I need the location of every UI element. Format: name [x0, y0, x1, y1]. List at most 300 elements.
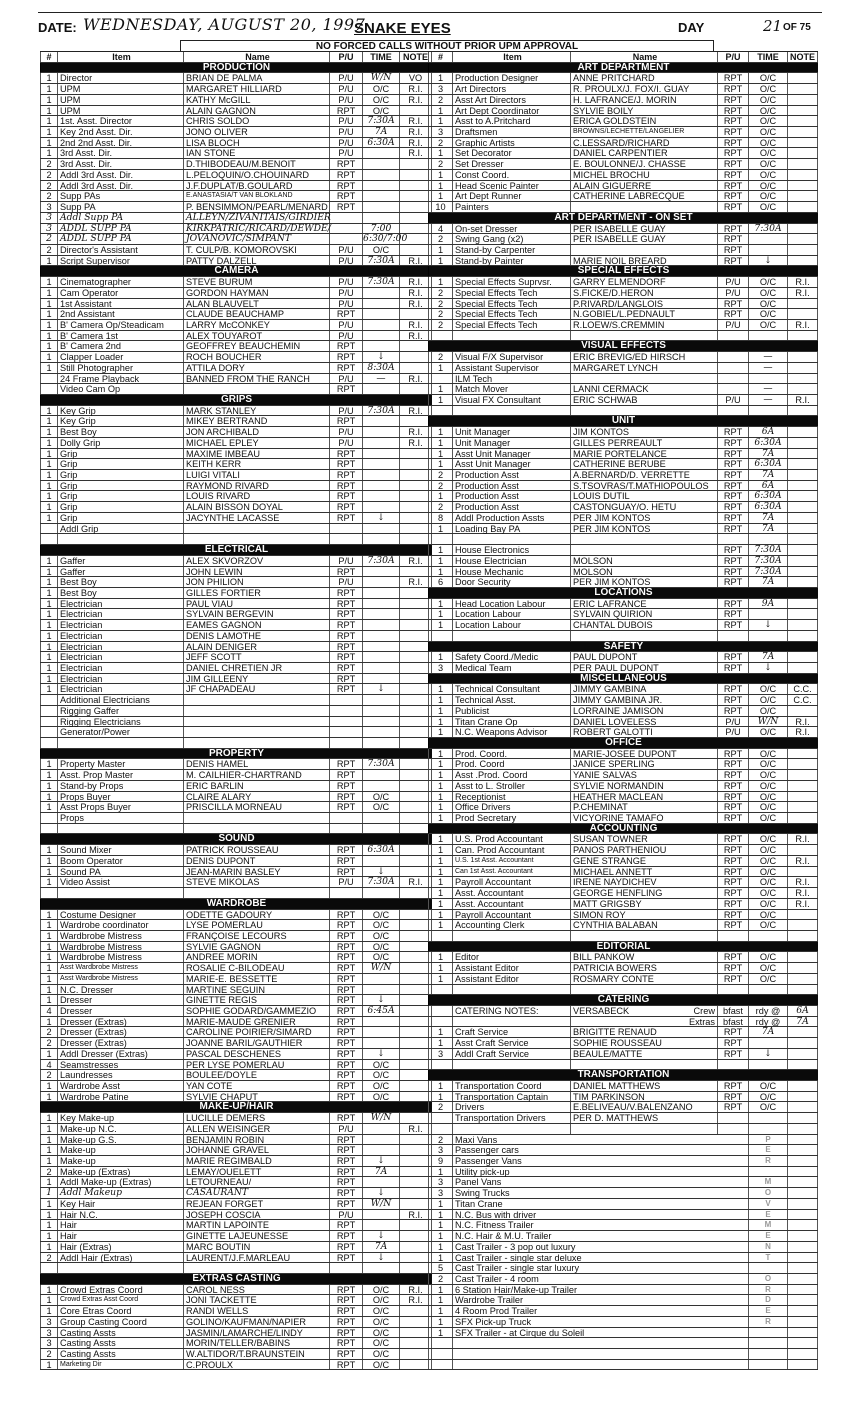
pickup-status: RPT — [330, 599, 363, 609]
crew-row — [40, 1220, 432, 1231]
crew-name: ROSALIE C-BILODEAU — [184, 963, 330, 973]
crew-note: 6A — [788, 1006, 818, 1016]
crew-name: JASMIN/LAMARCHE/LINDY — [184, 1328, 330, 1338]
day-total: OF 75 — [783, 22, 811, 33]
pickup-status: RPT — [718, 106, 749, 116]
call-time: O/C — [749, 952, 788, 962]
crew-count: 1 — [428, 427, 453, 437]
crew-row — [428, 867, 818, 878]
crew-row — [428, 127, 818, 138]
crew-position: Swing Gang (x2) — [453, 234, 571, 244]
crew-name: STEVE MIKOLAS — [184, 877, 330, 887]
pickup-status: RPT — [718, 802, 749, 812]
pickup-status — [718, 363, 749, 373]
crew-count: 1 — [40, 1177, 58, 1187]
call-time: O/C — [363, 84, 400, 94]
crew-count: 1 — [40, 1124, 58, 1134]
call-time: 6A — [749, 427, 788, 437]
crew-note — [788, 845, 818, 855]
crew-note — [788, 449, 818, 459]
crew-row — [40, 1360, 432, 1371]
crew-count: 1 — [40, 138, 58, 148]
crew-count: 1 — [40, 1081, 58, 1091]
crew-name: DENIS HAMEL — [184, 759, 330, 769]
crew-name: ROCH BOUCHER — [184, 352, 330, 362]
call-time: 6:30/7:00 — [363, 233, 408, 245]
date-label: DATE: — [38, 20, 77, 35]
crew-count: 1 — [40, 288, 58, 298]
col-time: TIME — [749, 52, 788, 62]
call-time: O/C — [749, 684, 788, 694]
crew-name: BROWNS/LECHETTE/LANGELIER — [571, 127, 718, 137]
crew-name: ALEX SKVORZOV — [184, 556, 330, 566]
crew-position: Transportation Drivers — [453, 1113, 571, 1123]
crew-row — [40, 320, 432, 331]
call-time — [749, 1038, 788, 1048]
crew-position: Electrician — [58, 620, 184, 630]
crew-count: 1 — [428, 706, 453, 716]
crew-position: Art Dept Coordinator — [453, 106, 571, 116]
crew-name — [571, 631, 718, 641]
crew-note: R.I. — [400, 374, 432, 384]
left-crew-table — [40, 51, 432, 1370]
crew-position: ADDL SUPP PA — [58, 224, 184, 234]
crew-name: GEORGE HENFLING — [571, 888, 718, 898]
crew-count: 1 — [428, 191, 453, 201]
pickup-status — [718, 931, 749, 941]
crew-position: Key Make-up — [58, 1113, 184, 1123]
crew-count: 1 — [40, 1231, 58, 1241]
crew-name: PRISCILLA MORNEAU — [184, 802, 330, 812]
call-time — [363, 534, 400, 544]
pickup-status: P/U — [330, 277, 363, 287]
crew-count: 1 — [428, 459, 453, 469]
crew-count: 1 — [428, 384, 453, 394]
crew-position: Seamstresses — [58, 1060, 184, 1070]
crew-name: DENIS LAMOTHE — [184, 631, 330, 641]
crew-name: BRIGITTE RENAUD — [571, 1027, 718, 1037]
crew-position: Still Photographer — [58, 363, 184, 373]
crew-count: 3 — [428, 84, 453, 94]
col-num: # — [428, 52, 453, 62]
call-time — [363, 181, 400, 191]
pickup-status: P/U — [330, 556, 363, 566]
call-time — [363, 727, 400, 737]
pickup-status: RPT — [330, 1070, 363, 1080]
crew-row — [40, 524, 432, 535]
call-time — [363, 470, 400, 480]
call-time: 7A — [749, 513, 788, 523]
crew-name: SYLVIE BOILY — [571, 106, 718, 116]
crew-note — [788, 1060, 818, 1070]
crew-name: SYLVAIN BERGEVIN — [184, 609, 330, 619]
crew-count: 1 — [40, 1113, 58, 1123]
crew-name: JEAN-MARIN BASLEY — [184, 867, 330, 877]
crew-name: CAROL NESS — [184, 1285, 330, 1295]
crew-row — [428, 1124, 818, 1135]
call-time — [363, 781, 400, 791]
call-time — [363, 567, 400, 577]
crew-count: 1 — [40, 631, 58, 641]
call-time: O/C — [363, 1295, 400, 1305]
crew-count: 2 — [40, 181, 58, 191]
crew-note — [788, 224, 818, 234]
crew-name: C.PROULX — [184, 1360, 330, 1370]
pickup-status: RPT — [718, 159, 749, 169]
crew-row — [40, 910, 432, 921]
crew-count: 1 — [40, 1188, 58, 1198]
crew-count: 1 — [40, 481, 58, 491]
crew-position: Video Cam Op — [58, 384, 184, 394]
crew-position: Special Effects Suprvsr. — [453, 277, 571, 287]
crew-name: ATTILA DORY — [184, 363, 330, 373]
crew-name: DANIEL CARPENTIER — [571, 148, 718, 158]
pickup-status — [330, 738, 363, 748]
crew-note — [788, 1135, 818, 1145]
pickup-status: RPT — [330, 341, 363, 351]
crew-name: PER LYSE POMERLAU — [184, 1060, 330, 1070]
crew-count — [428, 931, 453, 941]
equipment-item: Panel Vans — [453, 1177, 749, 1187]
crew-name: GILLES FORTIER — [184, 588, 330, 598]
crew-count: 2 — [428, 288, 453, 298]
crew-note — [788, 1295, 818, 1305]
crew-position: Head Location Labour — [453, 599, 571, 609]
crew-position: Draftsmen — [453, 127, 571, 137]
crew-count: 1 — [40, 663, 58, 673]
crew-count: 1 — [40, 1360, 58, 1370]
crew-name: VICYORINE TAMAFO — [571, 813, 718, 823]
day-number: 21 — [763, 17, 783, 35]
call-time: 7:30A — [749, 545, 788, 555]
crew-name: SUSAN TOWNER — [571, 834, 718, 844]
crew-position: Best Boy — [58, 588, 184, 598]
pickup-status: RPT — [330, 1081, 363, 1091]
call-time — [363, 1124, 400, 1134]
crew-position: Rigging Electricians — [58, 717, 184, 727]
crew-count — [40, 374, 58, 384]
call-time: 7:30A — [363, 116, 400, 126]
crew-name: MARC BOUTIN — [184, 1242, 330, 1252]
crew-row — [428, 1338, 818, 1349]
crew-position: Key 2nd Asst. Dir. — [58, 127, 184, 137]
crew-count: 1 — [428, 770, 453, 780]
crew-name: MORIN/TELLER/BABINS — [184, 1338, 330, 1348]
crew-position: House Mechanic — [453, 567, 571, 577]
crew-note — [788, 599, 818, 609]
crew-position: Gaffer — [58, 556, 184, 566]
call-time: O/C — [363, 802, 400, 812]
call-time: O/C — [363, 931, 400, 941]
call-time: 7:30A — [749, 224, 788, 234]
crew-position: Addl Make-up (Extras) — [58, 1177, 184, 1187]
section-header: SAFETY — [428, 642, 818, 653]
call-time — [363, 502, 400, 512]
crew-count: 1 — [428, 524, 453, 534]
pickup-status: RPT — [330, 652, 363, 662]
crew-count — [428, 1006, 453, 1016]
crew-note — [788, 363, 818, 373]
crew-position: House Electrician — [453, 556, 571, 566]
crew-note — [788, 1167, 818, 1177]
crew-position: Art Directors — [453, 84, 571, 94]
crew-count: 4 — [40, 1060, 58, 1070]
crew-name: BEAULE/MATTE — [571, 1049, 718, 1059]
crew-count: 2 — [40, 159, 58, 169]
crew-count: 3 — [40, 1317, 58, 1327]
crew-name: LUCILLE DEMERS — [184, 1113, 330, 1123]
equipment-item: Utility pick-up — [453, 1167, 749, 1177]
crew-name: R. PROULX/J. FOX/I. GUAY — [571, 84, 718, 94]
call-time: O/C — [749, 781, 788, 791]
crew-row — [40, 577, 432, 588]
crew-count: 1 — [428, 1027, 453, 1037]
crew-row — [428, 181, 818, 192]
crew-name: BILL PANKOW — [571, 952, 718, 962]
crew-note — [788, 631, 818, 641]
crew-name: CASTONGUAY/O. HETU — [571, 502, 718, 512]
crew-row — [428, 1263, 818, 1274]
crew-note: C.C. — [788, 684, 818, 694]
crew-count: 3 — [40, 1338, 58, 1348]
pickup-status: RPT — [718, 952, 749, 962]
crew-position: Hair N.C. — [58, 1210, 184, 1220]
call-time: O/C — [363, 1081, 400, 1091]
equipment-item: N.C. Hair & M.U. Trailer — [453, 1231, 749, 1241]
crew-note: R.I. — [788, 856, 818, 866]
crew-name: PAUL DUPONT — [571, 652, 718, 662]
crew-count: 1 — [428, 567, 453, 577]
col-pu: P/U — [718, 52, 749, 62]
crew-count — [40, 534, 58, 544]
pickup-status: RPT — [330, 609, 363, 619]
crew-row — [40, 567, 432, 578]
pickup-status: P/U — [330, 95, 363, 105]
crew-position: Asst Art Directors — [453, 95, 571, 105]
crew-name: CYNTHIA BALABAN — [571, 920, 718, 930]
crew-count: 2 — [428, 1102, 453, 1112]
pickup-status: RPT — [718, 127, 749, 137]
call-time: O/C — [363, 245, 400, 255]
crew-row — [428, 1295, 818, 1306]
crew-count: 1 — [428, 717, 453, 727]
crew-count: 1 — [40, 1295, 58, 1305]
crew-name — [571, 1006, 718, 1016]
crew-row — [428, 374, 818, 385]
pickup-status: RPT — [718, 191, 749, 201]
call-time: O/C — [749, 974, 788, 984]
crew-row — [428, 352, 818, 363]
crew-name: GORDON HAYMAN — [184, 288, 330, 298]
crew-count: 1 — [40, 567, 58, 577]
crew-count: 2 — [428, 299, 453, 309]
section-header: TRANSPORTATION — [428, 1070, 818, 1081]
pickup-status — [330, 824, 363, 834]
crew-row — [428, 191, 818, 202]
crew-row — [40, 631, 432, 642]
crew-row — [40, 1038, 432, 1049]
crew-row — [40, 331, 432, 342]
pickup-status: P/U — [330, 84, 363, 94]
call-time: O/C — [749, 84, 788, 94]
crew-note — [788, 406, 818, 416]
crew-position: Publicist — [453, 706, 571, 716]
crew-row — [40, 1295, 432, 1306]
crew-count: 3 — [428, 127, 453, 137]
pickup-status: P/U — [330, 138, 363, 148]
call-time — [363, 738, 400, 748]
crew-count: 3 — [40, 213, 58, 223]
crew-row — [40, 416, 432, 427]
pickup-status: RPT — [330, 491, 363, 501]
section-header: MAKE-UP/HAIR — [40, 1102, 432, 1113]
crew-position — [453, 985, 571, 995]
pickup-status: RPT — [330, 181, 363, 191]
equipment-item: Cast Trailer - 4 room — [453, 1274, 749, 1284]
crew-position: Clapper Loader — [58, 352, 184, 362]
pickup-status: P/U — [718, 288, 749, 298]
call-time: O/C — [363, 1060, 400, 1070]
crew-row — [428, 320, 818, 331]
crew-note — [788, 159, 818, 169]
crew-count — [40, 1263, 58, 1273]
crew-row — [428, 1177, 818, 1188]
crew-row — [428, 1199, 818, 1210]
crew-note — [788, 749, 818, 759]
crew-count: 3 — [428, 663, 453, 673]
crew-name: DENIS DUPONT — [184, 856, 330, 866]
crew-count: 1 — [428, 1081, 453, 1091]
crew-name: LISA BLOCH — [184, 138, 330, 148]
call-time: 7:30A — [749, 567, 788, 577]
crew-row — [40, 459, 432, 470]
crew-row — [40, 620, 432, 631]
pickup-status: RPT — [330, 920, 363, 930]
pickup-status: RPT — [330, 1177, 363, 1187]
pickup-status: RPT — [718, 299, 749, 309]
crew-position: Make-up (Extras) — [58, 1167, 184, 1177]
crew-row — [428, 706, 818, 717]
call-time — [363, 481, 400, 491]
crew-name: ROSMARY CONTE — [571, 974, 718, 984]
pickup-status: RPT — [330, 1328, 363, 1338]
pickup-status: RPT — [330, 663, 363, 673]
crew-name: JOSEPH COSCIA — [184, 1210, 330, 1220]
crew-count: 1 — [428, 1285, 453, 1295]
crew-count: 2 — [428, 309, 453, 319]
crew-name: MARIE-MAUDE GRENIER — [184, 1017, 330, 1027]
crew-count: 1 — [428, 256, 453, 266]
equipment-item: Passenger Vans — [453, 1156, 749, 1166]
pickup-status: RPT — [330, 1167, 363, 1177]
crew-name — [184, 524, 330, 534]
crew-row — [40, 609, 432, 620]
pickup-status: RPT — [330, 759, 363, 769]
crew-count — [428, 1113, 453, 1123]
crew-name: M. CAILHIER-CHARTRAND — [184, 770, 330, 780]
crew-count: 3 — [428, 1049, 453, 1059]
crew-name: ALEX TOUYAROT — [184, 331, 330, 341]
call-time — [363, 341, 400, 351]
crew-position: Wardrobe coordinator — [58, 920, 184, 930]
call-time: O/C — [749, 759, 788, 769]
crew-count: 1 — [428, 845, 453, 855]
crew-row — [428, 1317, 818, 1328]
crew-name: GINETTE REGIS — [184, 995, 330, 1005]
crew-position: Painters — [453, 202, 571, 212]
crew-count: 1 — [40, 652, 58, 662]
crew-count: 1 — [428, 727, 453, 737]
crew-name: CATHERINE LABRECQUE — [571, 191, 718, 201]
call-time — [363, 170, 400, 180]
crew-position: House Electronics — [453, 545, 571, 555]
crew-count: 1 — [40, 985, 58, 995]
crew-row — [428, 106, 818, 117]
crew-count: 1 — [40, 459, 58, 469]
crew-name: GOLINO/KAUFMAN/NAPIER — [184, 1317, 330, 1327]
vertical-note-letter: V — [749, 1199, 788, 1209]
crew-name: MARK STANLEY — [184, 406, 330, 416]
call-time — [749, 1060, 788, 1070]
crew-count — [428, 1124, 453, 1134]
crew-name: IRENE NAYDICHEV — [571, 877, 718, 887]
crew-name: N.GOBIEL/L.PEDNAULT — [571, 309, 718, 319]
crew-count: 2 — [40, 1038, 58, 1048]
crew-position: Dresser — [58, 995, 184, 1005]
call-time: O/C — [749, 856, 788, 866]
crew-count: 1 — [428, 1306, 453, 1316]
crew-position: Receptionist — [453, 792, 571, 802]
crew-row — [40, 759, 432, 770]
crew-name: LAURENT/J.F.MARLEAU — [184, 1253, 330, 1263]
crew-name — [184, 717, 330, 727]
pickup-status: RPT — [718, 513, 749, 523]
crew-row — [40, 856, 432, 867]
crew-position: Production Asst — [453, 491, 571, 501]
crew-note — [788, 191, 818, 201]
vertical-note-letter — [749, 1338, 788, 1348]
crew-name: GARRY ELMENDORF — [571, 277, 718, 287]
crew-name: LORRAINE JAMISON — [571, 706, 718, 716]
vertical-note-letter: M — [749, 1177, 788, 1187]
call-time: W/N — [363, 1113, 400, 1123]
crew-count — [428, 985, 453, 995]
crew-position: Assistant Editor — [453, 974, 571, 984]
crew-count: 1 — [40, 127, 58, 137]
call-time — [749, 245, 788, 255]
crew-row — [428, 513, 818, 524]
crew-row — [428, 299, 818, 310]
crew-count: 1 — [40, 1285, 58, 1295]
crew-position: Supp PAs — [58, 191, 184, 201]
vertical-note-letter: R — [749, 1285, 788, 1295]
crew-row — [428, 1081, 818, 1092]
crew-name — [571, 1124, 718, 1134]
pickup-status: RPT — [330, 1135, 363, 1145]
section-header: ACCOUNTING — [428, 824, 818, 835]
crew-row — [428, 459, 818, 470]
crew-count: 1 — [428, 491, 453, 501]
crew-row — [40, 877, 432, 888]
crew-count: 1 — [40, 1156, 58, 1166]
pickup-status: RPT — [330, 1060, 363, 1070]
crew-count: 1 — [40, 642, 58, 652]
crew-count: 1 — [428, 802, 453, 812]
crew-note — [788, 1038, 818, 1048]
call-time — [363, 856, 400, 866]
crew-count: 1 — [40, 770, 58, 780]
crew-row — [428, 363, 818, 374]
